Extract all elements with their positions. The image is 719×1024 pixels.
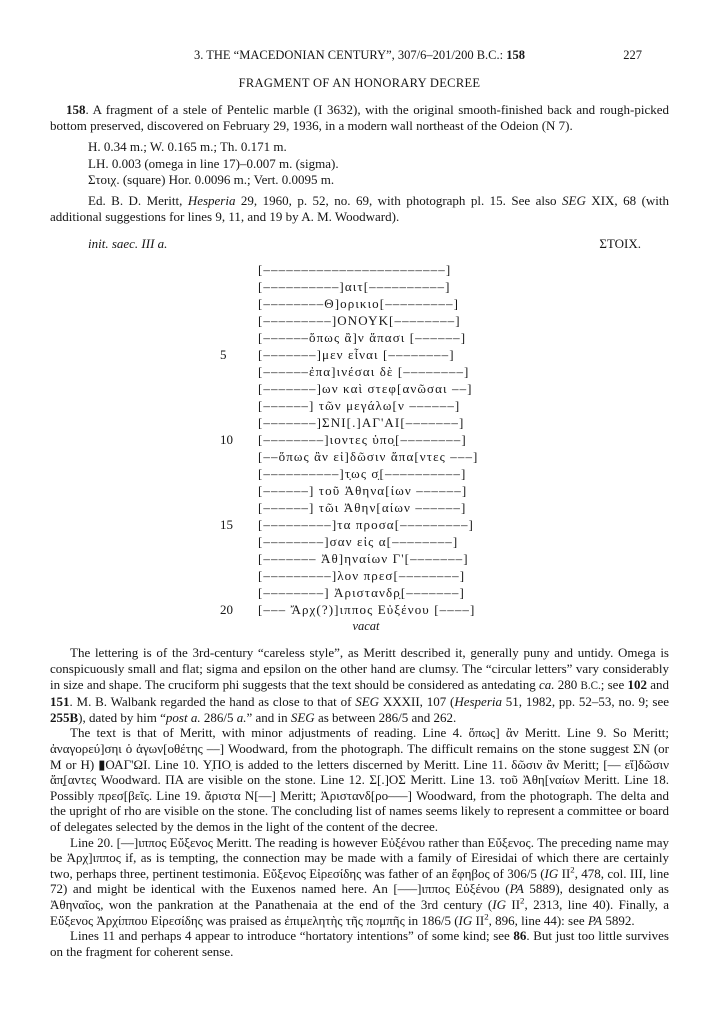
line-number — [220, 465, 242, 482]
line-number — [220, 550, 242, 567]
line-number: 5 — [220, 347, 227, 363]
inscription-line — [50, 567, 669, 584]
line-text: [–––––––––]τα προσα[–––––––––] — [258, 517, 474, 533]
measurements-block — [88, 139, 669, 188]
inscription-line — [50, 516, 669, 533]
inscription-line — [50, 329, 669, 346]
line-number — [220, 567, 242, 584]
line-number — [220, 363, 242, 380]
line-text: [––––––ἐπα]ινέσαι δὲ [––––––––] — [258, 364, 470, 380]
inscription-line — [50, 584, 669, 601]
inscription-line — [50, 550, 669, 567]
line-number — [220, 295, 242, 312]
inscription-line — [50, 278, 669, 295]
line-number — [220, 380, 242, 397]
inscription-line — [50, 363, 669, 380]
inscription-line — [50, 261, 669, 278]
date-label: init. saec. III a. — [88, 236, 168, 252]
line-number — [220, 533, 242, 550]
inscription-block — [50, 261, 669, 635]
line-text: [––––––ὅπως ἂ]ν ἅπασι [––––––] — [258, 330, 467, 346]
line-number — [220, 312, 242, 329]
commentary-paragraph-line20: Line 20. [––]ιππος Εὔξενος Meritt. The reading is however Εὐξένου rather than Εὔξενος. The preceding name may be Ἀρχ]ιππος if, as is tempting, the connection may be made with a family of Eiresidai of which there are certainly two, perhaps three, pertinent testimonia. Εὔξενος Εἰρεσίδης was father of an ἔφηβος of 306/5 (IG $II^2$, 478, col. III, line 72) and might be identical with the Euxenos named here. An [–––]ιππος Εὐξένου (PA 5889), designated only as Ἀθηναῖος, won the pankration at the Panathenaia at the end of the 3rd century (IG $II^2$, 2313, line 40). Finally, a Εὔξενος Ἀρχίππου Εἰρεσίδης was praised as ἐπιμελητὴς τῆς πομπῆς in 186/5 (IG $II^2$, 896, line 44): see PA 5892. — [50, 834, 669, 928]
commentary-paragraph-conclusion: Lines 11 and perhaps 4 appear to introduce “hortatory intentions” of some kind; see 86. But just too little survives on the fragment for coherent sense. — [50, 928, 669, 959]
line-number: 10 — [220, 432, 233, 448]
entry-intro-paragraph: 158. A fragment of a stele of Pentelic marble (I 3632), with the original smooth-finished back and rough-picked bottom preserved, discovered on February 29, 1936, in a modern wall northeast of the Odeion (N 7). — [50, 102, 669, 134]
inscription-line — [50, 465, 669, 482]
running-head — [50, 48, 669, 63]
line-text: [––––––––] Ἀριστανδρ̣[–––––––] — [258, 585, 465, 601]
line-number — [220, 278, 242, 295]
inscription-line — [50, 448, 669, 465]
vacat-label: vacat — [352, 619, 380, 634]
inscription-line — [50, 482, 669, 499]
line-number — [220, 397, 242, 414]
date-row — [50, 236, 669, 252]
inscription-line — [50, 499, 669, 516]
page-number: 227 — [623, 48, 642, 62]
stoichedon-label: ΣΤΟΙΧ. — [599, 236, 641, 252]
line-text: [–––––––]μεν εἶναι [––––––––] — [258, 347, 455, 363]
line-text: [––––––––––––––––––––––––] — [258, 262, 452, 278]
commentary-paragraph-readings: The text is that of Meritt, with minor adjustments of reading. Line 4. ὅπως] ἂν Meritt. Line 9. So Meritt; ἀναγορεύ]σηι ὁ ἀγων[οθέτης ––] Woodward, from the photograph. The difficult remains on the stone suggest ΣΝ (or Μ or Η) ▮ΟΑΓ'ΩΙ. Line 10. Υ̣ΠΟ̣ is added to the letters discerned by Meritt. Line 11. δῶσιν ἂν Meritt; [–– εἴ]δῶσιν ἅπ̣[αντες Woodward. ΠΑ are visible on the stone. Line 12. Σ[.]ΟΣ Meritt. Line 13. τοῦ Ἀθη[ναίων Meritt. Line 18. Possibly πρεσ[βεῖς. Line 19. ἄριστα Ν[––] Meritt; Ἀριστανδ[ρο–––] Woodward, from the photograph. The delta and the upright of rho are visible on the stone. The concluding list of names seems likely to represent a committee or board of delegates selected by the demos in the light of the content of the decree. — [50, 725, 669, 834]
line-number — [220, 261, 242, 278]
inscription-line — [50, 601, 669, 618]
line-text: [––––––] τῶν μεγάλω[ν ––––––] — [258, 398, 461, 414]
inscription-line — [50, 312, 669, 329]
line-number — [220, 584, 242, 601]
line-text: [––––––––––]τ̣ως σ̣[––––––––––] — [258, 466, 467, 482]
inscription-line — [50, 414, 669, 431]
edition-paragraph: Ed. B. D. Meritt, Hesperia 29, 1960, p. 52, no. 69, with photograph pl. 15. See also SEG XIX, 68 (with additional suggestions for lines 9, 11, and 19 by A. M. Woodward). — [50, 193, 670, 225]
dimensions-line: H. 0.34 m.; W. 0.165 m.; Th. 0.171 m. — [88, 139, 287, 155]
letter-height-line: LH. 0.003 (omega in line 17)–0.007 m. (sigma). — [88, 155, 339, 171]
inscription-lines — [50, 261, 669, 618]
line-number: 20 — [220, 602, 233, 618]
line-text: [–––––––]ΣΝΙ[.]ΑΓ'ΑΙ[–––––––] — [258, 415, 465, 431]
line-text: [–––––––]ων καὶ στεφ[ανῶσαι ––] — [258, 381, 473, 397]
decree-title: FRAGMENT OF AN HONORARY DECREE — [238, 76, 481, 90]
line-text: [––––––] τοῦ Ἀθηνα[ίων ––––––] — [258, 483, 468, 499]
line-number: 15 — [220, 517, 233, 533]
line-text: [–––––––––]λον πρεσ[––––––––] — [258, 568, 466, 584]
running-title: 3. THE “MACEDONIAN CENTURY”, 307/6–201/200 B.C.: 158 — [193, 48, 525, 62]
line-text: [––– Ἄρχ(?)]ιππος Εὐξένου [––––] — [258, 602, 476, 618]
line-number — [220, 482, 242, 499]
line-text: [––––––––]ιοντες ὑπο̣[––––––––] — [258, 432, 467, 448]
line-text: [––––––––Θ]ορικιο[–––––––––] — [258, 296, 460, 312]
commentary-section — [50, 645, 669, 959]
stoichedon-line: Στοιχ. (square) Hor. 0.0096 m.; Vert. 0.0095 m. — [88, 171, 335, 187]
inscription-line — [50, 397, 669, 414]
inscription-line — [50, 380, 669, 397]
line-number — [220, 329, 242, 346]
inscription-line — [50, 431, 669, 448]
inscription-line — [50, 295, 669, 312]
inscription-line — [50, 533, 669, 550]
inscription-line — [50, 346, 669, 363]
line-text: [–––––––––]ΟΝΟΥΚ[––––––––] — [258, 313, 461, 329]
line-text: [––––––– Ἀθ]ηναίων Γ'[–––––––] — [258, 551, 469, 567]
line-number — [220, 499, 242, 516]
commentary-paragraph-lettering: The lettering is of the 3rd-century “careless style”, as Meritt described it, generally puny and untidy. Omega is conspicuously small and flat; sigma and epsilon on the other hand are clumsy. The “circular letters” vary considerably in size and shape. The cruciform phi suggests that the text should be considered as antedating ca. 280 B.C.; see 102 and 151. M. B. Walbank regarded the hand as close to that of SEG XXXII, 107 (Hesperia 51, 1982, pp. 52–53, no. 9; see 255B), dated by him “post a. 286/5 a.” and in SEG as between 286/5 and 262. — [50, 645, 670, 725]
line-number — [220, 414, 242, 431]
line-text: [––––––––––]αιτ[––––––––––] — [258, 279, 451, 295]
line-text: [––ὅπως ἂν εἰ]δῶσιν ἅπα[ντες –––] — [258, 449, 479, 465]
line-number — [220, 448, 242, 465]
line-text: [––––––] τῶι Ἀθην[αίων ––––––] — [258, 500, 467, 516]
line-text: [––––––––]σαν εἰς α[––––––––] — [258, 534, 459, 550]
